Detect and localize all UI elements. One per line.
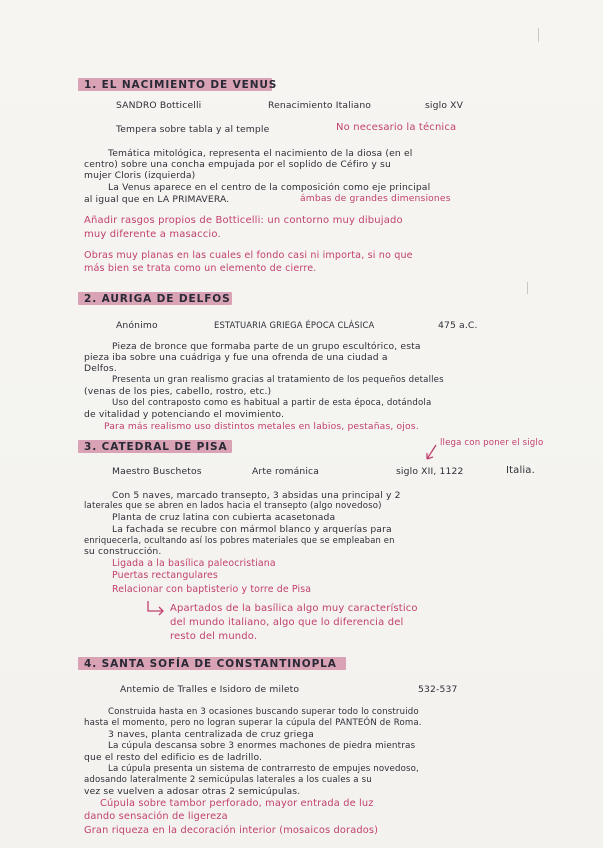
paragraph-line: al igual que en LA PRIMAVERA. <box>84 194 230 205</box>
paragraph-line: 3 naves, planta centralizada de cruz griega <box>108 729 314 740</box>
author: Maestro Buschetos <box>112 466 202 477</box>
paragraph-line: Temática mitológica, representa el nacimiento de la diosa (en el <box>108 148 413 159</box>
style: Arte románica <box>252 466 320 477</box>
technique-note: No necesario la técnica <box>336 122 457 133</box>
paragraph-line: Pieza de bronce que formaba parte de un grupo escultórico, esta <box>112 341 421 352</box>
paper-mark <box>527 282 528 294</box>
paragraph-line: laterales que se abren en lados hacia el transepto (algo novedoso) <box>84 501 382 511</box>
paragraph-line: La cúpula presenta un sistema de contrarresto de empujes novedoso, <box>108 764 419 774</box>
style: ESTATUARIA GRIEGA ÉPOCA CLÁSICA <box>214 320 375 330</box>
section-title-3: 3. CATEDRAL DE PISA <box>84 441 228 453</box>
paragraph-line: enriquecerla, ocultando así los pobres materiales que se empleaban en <box>84 535 395 545</box>
pink-note: Añadir rasgos propios de Botticelli: un contorno muy dibujado <box>84 215 403 226</box>
date: 532-537 <box>418 684 458 695</box>
paragraph-note: ámbas de grandes dimensiones <box>300 193 451 204</box>
section-title-1: 1. EL NACIMIENTO DE VENUS <box>84 79 278 91</box>
pink-note: Gran riqueza en la decoración interior (mosaicos dorados) <box>84 825 379 836</box>
author: SANDRO Botticelli <box>116 100 202 111</box>
pink-note: Cúpula sobre tambor perforado, mayor entrada de luz <box>100 798 374 809</box>
pink-note: resto del mundo. <box>170 631 258 642</box>
date: 475 a.C. <box>438 320 478 331</box>
paragraph-line: de vitalidad y potenciando el movimiento. <box>84 409 285 420</box>
pink-note: Apartados de la basílica algo muy característico <box>170 603 418 614</box>
pink-note: Ligada a la basílica paleocristiana <box>112 558 276 569</box>
paragraph-line: centro) sobre una concha empujada por el soplido de Céfiro y su <box>84 159 391 170</box>
paragraph-line: Construida hasta en 3 ocasiones buscando superar todo lo construido <box>108 707 419 717</box>
paragraph-line: Presenta un gran realismo gracias al tratamiento de los pequeños detalles <box>112 375 444 385</box>
paragraph-line: (venas de los pies, cabello, rostro, etc.) <box>84 386 272 397</box>
pink-note: Para más realismo uso distintos metales en labios, pestañas, ojos. <box>104 421 419 432</box>
pink-note: más bien se trata como un elemento de cierre. <box>84 263 317 274</box>
section-title-2: 2. AURIGA DE DELFOS <box>84 293 231 305</box>
style: Renacimiento Italiano <box>268 100 372 111</box>
paragraph-line: su construcción. <box>84 546 162 557</box>
paragraph-line: hasta el momento, pero no logran superar la cúpula del PANTEÓN de Roma. <box>84 718 422 728</box>
paragraph-line: La Venus aparece en el centro de la composición como eje principal <box>108 182 431 193</box>
paragraph-line: que el resto del edificio es de ladrillo. <box>84 752 263 763</box>
pink-note: muy diferente a masaccio. <box>84 229 221 240</box>
paragraph-line: vez se vuelven a adosar otras 2 semicúpulas. <box>84 786 301 797</box>
author: Antemio de Tralles e Isidoro de mileto <box>120 684 300 695</box>
section-title-4: 4. SANTA SOFÍA DE CONSTANTINOPLA <box>84 658 337 670</box>
arrow-down-note-icon <box>424 444 438 462</box>
corner-arrow-icon <box>146 600 166 616</box>
paragraph-line: mujer Cloris (izquierda) <box>84 170 196 181</box>
paragraph-line: pieza iba sobre una cuádriga y fue una ofrenda de una ciudad a <box>84 352 388 363</box>
pink-note: Obras muy planas en las cuales el fondo casi ni importa, si no que <box>84 250 413 261</box>
paragraph-line: Planta de cruz latina con cubierta acasetonada <box>112 512 336 523</box>
side-note: llega con poner el siglo <box>440 438 544 448</box>
paragraph-line: adosando lateralmente 2 semicúpulas laterales a los cuales a su <box>84 775 372 785</box>
paper-mark <box>538 28 539 42</box>
paragraph-line: Con 5 naves, marcado transepto, 3 absidas una principal y 2 <box>112 490 401 501</box>
century: siglo XV <box>425 100 464 111</box>
place: Italia. <box>506 465 535 476</box>
pink-note: dando sensación de ligereza <box>84 811 228 822</box>
pink-note: Puertas rectangulares <box>112 570 218 581</box>
pink-note: Relacionar con baptisterio y torre de Pisa <box>112 584 312 595</box>
century: siglo XII, 1122 <box>396 466 464 477</box>
author: Anónimo <box>116 320 158 331</box>
technique: Tempera sobre tabla y al temple <box>116 124 270 135</box>
pink-note: del mundo italiano, algo que lo diferencia del <box>170 617 404 628</box>
paragraph-line: La cúpula descansa sobre 3 enormes machones de piedra mientras <box>108 741 416 751</box>
paragraph-line: Delfos. <box>84 363 117 374</box>
paragraph-line: La fachada se recubre con mármol blanco y arquerías para <box>112 524 392 535</box>
paragraph-line: Uso del contraposto como es habitual a partir de esta época, dotándola <box>112 398 432 408</box>
